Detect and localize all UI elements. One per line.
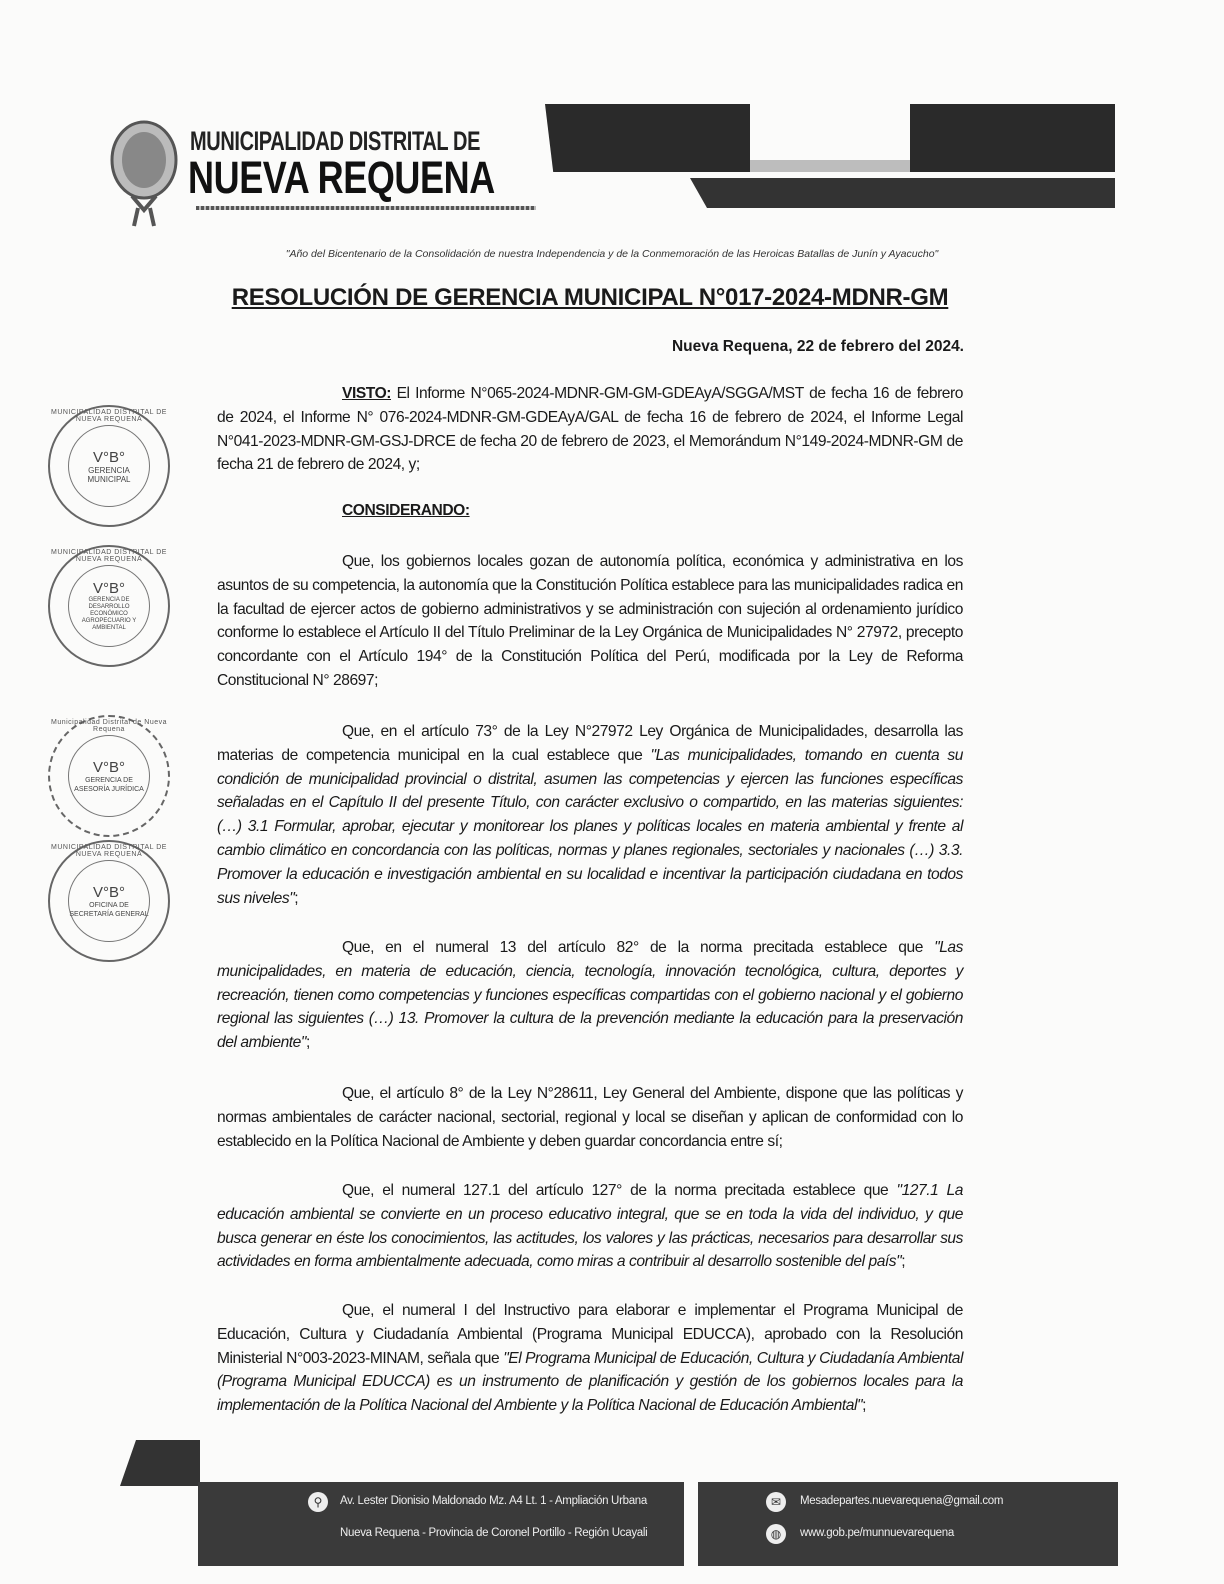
email-icon: ✉ bbox=[766, 1492, 786, 1512]
considerando-paragraph bbox=[217, 936, 963, 1055]
paragraph-tail: ; bbox=[294, 889, 299, 907]
stamp-office: GERENCIA MUNICIPAL bbox=[87, 465, 131, 484]
footer-address-block bbox=[198, 1482, 684, 1566]
stamp-office: OFICINA DE SECRETARÍA GENERAL bbox=[69, 901, 149, 918]
paragraph-tail: ; bbox=[305, 1034, 310, 1052]
paragraph-text: Que, los gobiernos locales gozan de autonomía política, económica y administrativa en los asuntos de su competencia, la autonomía que la Constitución Política establece para las municipalidades radica en la facultad de ejercer actos de gobierno administrativos y se administración con sujeción al ordenamiento jurídico conforme lo establece el Artículo II del Título Preliminar de la Ley Orgánica de Municipalidades N° 27972, precepto concordante con el Artículo 194° de la Constitución Política del Perú, modificada por la Ley de Reforma Constitucional N° 28697; bbox=[217, 553, 963, 689]
stamp-ring-text: MUNICIPALIDAD DISTRITAL DE NUEVA REQUENA bbox=[51, 844, 167, 858]
stamp-vb: V°B° bbox=[92, 580, 125, 597]
approval-stamp bbox=[48, 840, 170, 962]
stamp-office: GERENCIA DE ASESORÍA JURÍDICA bbox=[74, 776, 144, 793]
header-decor-band bbox=[910, 104, 1115, 172]
stamp-vb: V°B° bbox=[92, 883, 125, 901]
municipal-seal-logo bbox=[108, 118, 180, 228]
globe-icon: ◍ bbox=[766, 1524, 786, 1544]
footer-address-line1: Av. Lester Dionisio Maldonado Mz. A4 Lt. 1 - Ampliación Urbana bbox=[340, 1495, 647, 1507]
visto-text: El Informe N°065-2024-MDNR-GM-GM-GDEAyA/SGGA/MST de fecha 16 de febrero de 2024, el Informe N° 076-2024-MDNR-GM-GDEAyA/GAL de fecha 16 de febrero de 2024, el Informe Legal N°041-2023-MDNR-GM-GSJ-DRCE de fecha 20 de febrero de 2023, el Memorándum N°149-2024-MDNR-GM de fecha 21 de febrero de 2024, y; bbox=[217, 385, 963, 474]
header-decor-band bbox=[750, 160, 910, 172]
paragraph-text: Que, en el artículo 73° de la Ley N°27972 Ley Orgánica de Municipalidades, desarrolla las materias de competencia municipal en la cual establece que bbox=[217, 723, 963, 764]
footer-website[interactable]: www.gob.pe/munnuevarequena bbox=[800, 1527, 954, 1539]
approval-stamp bbox=[48, 405, 170, 527]
stamp-ring-text: MUNICIPALIDAD DISTRITAL DE NUEVA REQUENA bbox=[51, 549, 167, 563]
paragraph-tail: ; bbox=[901, 1253, 906, 1271]
paragraph-quote: "Las municipalidades, tomando en cuenta su condición de municipalidad provincial o distrital, asumen las competencias y ejercen las funciones específicas señaladas en el Capítulo II del presente Título, con carácter exclusivo o compartido, en las materias siguientes: (…) 3.1 Formular, aprobar, ejecutar y monitorear los planes y políticas locales en materia ambiental y frente al cambio climático en concordancia con las políticas, normas y planes regionales, sectoriales y nacionales (…) 3.3. Promover la educación e investigación ambiental en su localidad e incentivar la participación ciudadana en todos sus niveles" bbox=[217, 746, 963, 907]
approval-stamp bbox=[48, 715, 170, 837]
considerando-paragraph bbox=[217, 720, 963, 910]
paragraph-quote: "Las municipalidades, en materia de educación, ciencia, tecnología, innovación tecnológica, cultura, deportes y recreación, tienen como competencias y funciones específicas compartidas con el gobierno nacional y el gobierno regional las siguientes (…) 13. Promover la cultura de la prevención mediante la educación para la preservación del ambiente" bbox=[217, 939, 963, 1052]
document-date: Nueva Requena, 22 de febrero del 2024. bbox=[671, 338, 964, 355]
considerando-paragraph bbox=[217, 1082, 963, 1153]
footer-email[interactable]: Mesadepartes.nuevarequena@gmail.com bbox=[800, 1495, 1004, 1507]
paragraph-text: Que, el numeral 127.1 del artículo 127° de la norma precitada establece que bbox=[342, 1182, 897, 1199]
paragraph-quote: "El Programa Municipal de Educación, Cultura y Ciudadanía Ambiental (Programa Municipal EDUCCA) es un instrumento de planificación y gestión de los gobiernos locales para la implementación de la Política Nacional del Ambiente y la Política Nacional de Educación Ambiental" bbox=[217, 1349, 964, 1415]
visto-label: VISTO: bbox=[342, 385, 391, 402]
considerando-label: CONSIDERANDO: bbox=[342, 502, 470, 519]
footer-contact-block bbox=[698, 1482, 1118, 1566]
considerando-paragraph bbox=[217, 550, 963, 693]
considerando-heading bbox=[217, 499, 963, 523]
visto-paragraph bbox=[217, 382, 963, 477]
brand-line-1: MUNICIPALIDAD DISTRITAL DE bbox=[190, 126, 481, 156]
stamp-vb: V°B° bbox=[92, 758, 125, 776]
brand-divider bbox=[196, 206, 536, 210]
resolution-title: RESOLUCIÓN DE GERENCIA MUNICIPAL N°017-2024-MDNR-GM bbox=[231, 284, 949, 311]
paragraph-quote: "127.1 La educación ambiental se convierte en un proceso educativo integral, que se en toda la vida del individuo, y que busca generar en éste los conocimientos, las actitudes, los valores y las prácticas, necesarios para desarrollar sus actividades en forma ambientalmente adecuada, como miras a contribuir al desarrollo sostenible del país" bbox=[217, 1182, 963, 1271]
paragraph-text: Que, en el numeral 13 del artículo 82° de la norma precitada establece que bbox=[342, 939, 935, 956]
header-decor-band bbox=[690, 178, 1115, 208]
brand-line-2: NUEVA REQUENA bbox=[188, 152, 495, 203]
stamp-office: GERENCIA DE DESARROLLO ECONÓMICO AGROPECUARIO Y AMBIENTAL bbox=[81, 597, 137, 631]
paragraph-text: Que, el numeral I del Instructivo para elaborar e implementar el Programa Municipal de Educación, Cultura y Ciudadanía Ambiental (Programa Municipal EDUCCA), aprobado con la Resolución Ministerial N°003-2023-MINAM, señala que bbox=[217, 1302, 963, 1367]
considerando-paragraph bbox=[217, 1179, 963, 1274]
paragraph-tail: ; bbox=[862, 1397, 866, 1415]
footer-decor bbox=[120, 1440, 200, 1486]
year-motto: "Año del Bicentenario de la Consolidación de nuestra Independencia y de la Conmemoración de las Heroicas Batallas de Junín y Ayacucho" bbox=[285, 248, 939, 260]
stamp-ring-text: MUNICIPALIDAD DISTRITAL DE NUEVA REQUENA bbox=[51, 409, 167, 423]
stamp-vb: V°B° bbox=[92, 448, 125, 466]
considerando-paragraph bbox=[217, 1299, 963, 1418]
stamp-ring-text: Municipalidad Distrital de Nueva Requena bbox=[51, 719, 167, 733]
location-pin-icon: ⚲ bbox=[308, 1492, 328, 1512]
header-decor-band bbox=[545, 104, 750, 172]
footer-address-line2: Nueva Requena - Provincia de Coronel Portillo - Región Ucayali bbox=[340, 1527, 648, 1539]
approval-stamp bbox=[48, 545, 170, 667]
paragraph-text: Que, el artículo 8° de la Ley N°28611, Ley General del Ambiente, dispone que las políticas y normas ambientales de carácter nacional, sectorial, regional y local se diseñan y aplican de conformidad con lo establecido en la Política Nacional de Ambiente y deben guardar concordancia entre sí; bbox=[217, 1085, 963, 1150]
